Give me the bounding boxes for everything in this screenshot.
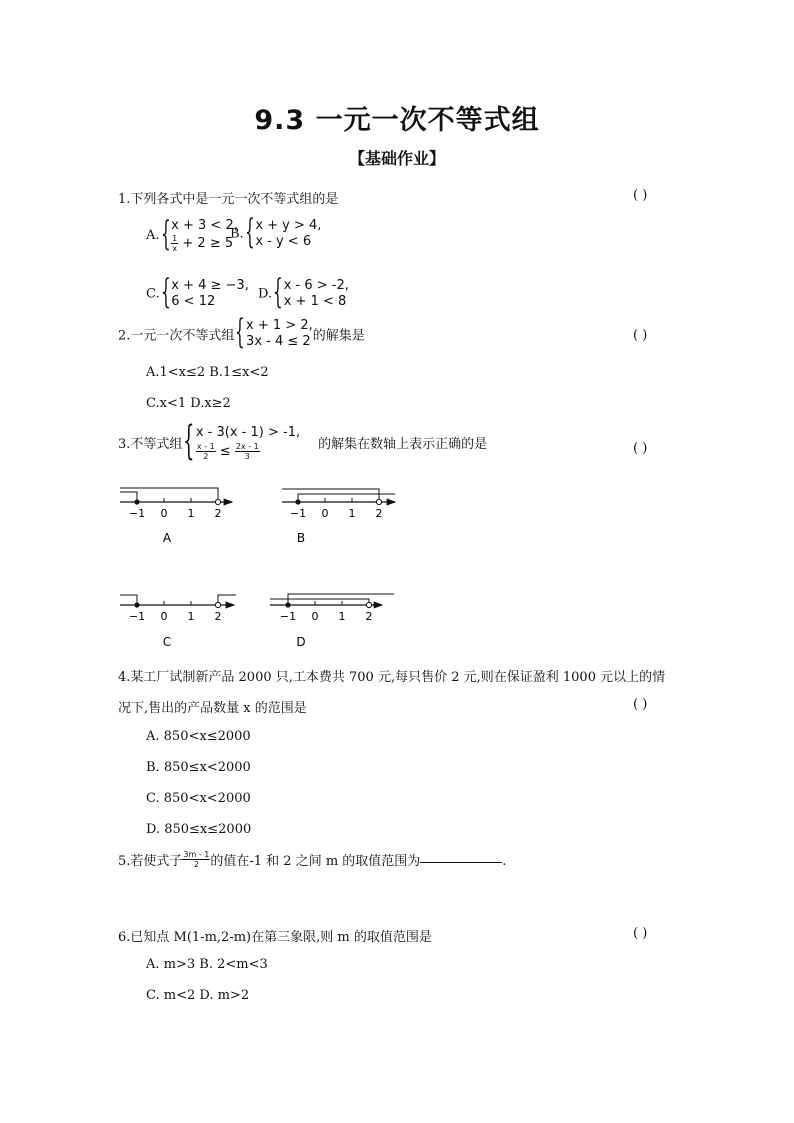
q1-a-ineq2: $\frac{1}{x}$ + 2 ≥ 5 bbox=[172, 234, 234, 253]
q1-answer-paren: ( ) bbox=[633, 188, 648, 203]
q2-ineq1: x + 1 > 2, bbox=[246, 318, 313, 333]
q3-number-lines bbox=[110, 480, 410, 670]
q1-stem: 1.下列各式中是一元一次不等式组的是 bbox=[118, 192, 339, 207]
q4-stem-line2: 况下,售出的产品数量 x 的范围是 bbox=[118, 701, 307, 716]
q1-d-label: D. bbox=[258, 286, 273, 302]
q6-answer-paren: ( ) bbox=[633, 926, 648, 941]
diagram-label: D bbox=[296, 635, 306, 649]
q1-c-label: C. bbox=[146, 286, 160, 302]
tick-label: 2 bbox=[365, 610, 373, 623]
q6-stem: 6.已知点 M(1-m,2-m)在第三象限,则 m 的取值范围是 bbox=[118, 930, 432, 945]
tick-label: −1 bbox=[289, 507, 307, 520]
q1-a-ineq1: x + 3 < 2, bbox=[171, 218, 238, 233]
q4-answer-paren: ( ) bbox=[633, 697, 648, 712]
brace-icon: { bbox=[183, 417, 195, 464]
q4-option-a: A. 850<x≤2000 bbox=[146, 729, 251, 744]
tick-label: 1 bbox=[187, 507, 195, 520]
closed-dot-icon bbox=[134, 499, 139, 504]
tick-label: 0 bbox=[160, 610, 168, 623]
brace-icon: { bbox=[160, 272, 171, 312]
brace-icon: { bbox=[160, 213, 171, 254]
q5-stem: 5.若使式子 $\frac{3m - 1}{2}$ 的值在-1 和 2 之间 m 的取值范围为 . bbox=[118, 850, 507, 869]
tick-label: 0 bbox=[321, 507, 329, 520]
q1-option-d bbox=[258, 272, 349, 312]
tick-label: −1 bbox=[279, 610, 297, 623]
closed-dot-icon bbox=[134, 602, 139, 607]
q3-stem: 3.不等式组{ x - 3(x - 1) > -1, $\frac{x - 1}{2}$ ≤ $\frac{2x - 1}{3}$ 的解集在数轴上表示正确的是 bbox=[118, 417, 488, 464]
tick-label: 2 bbox=[214, 507, 222, 520]
brace-icon: { bbox=[273, 272, 283, 312]
closed-dot-icon bbox=[295, 499, 300, 504]
q2-options-cd: C.x<1 D.x≥2 bbox=[146, 396, 231, 411]
q4-option-d: D. 850≤x≤2000 bbox=[146, 822, 252, 837]
q1-a-label: A. bbox=[146, 228, 160, 243]
q1-b-ineq1: x + y > 4, bbox=[255, 218, 322, 233]
page-title: 9.3 一元一次不等式组 bbox=[254, 105, 540, 136]
tick-label: 1 bbox=[348, 507, 356, 520]
tick-label: 1 bbox=[187, 610, 195, 623]
q1-c-ineq2: 6 < 12 bbox=[171, 294, 216, 309]
q1-option-c bbox=[146, 272, 249, 312]
tick-label: 1 bbox=[338, 610, 346, 623]
q1-d-ineq1: x - 6 > -2, bbox=[283, 278, 349, 293]
q6-options-ab: A. m>3 B. 2<m<3 bbox=[146, 957, 268, 972]
q3-ineq2: $\frac{x - 1}{2}$ ≤ $\frac{2x - 1}{3}$ bbox=[196, 442, 259, 461]
fraction: $\frac{2x - 1}{3}$ bbox=[235, 442, 259, 461]
fraction: $\frac{x - 1}{2}$ bbox=[196, 442, 215, 461]
q2-answer-paren: ( ) bbox=[633, 328, 648, 343]
diagram-label: A bbox=[162, 531, 172, 545]
q3-ineq1: x - 3(x - 1) > -1, bbox=[195, 425, 301, 440]
tick-label: −1 bbox=[128, 507, 146, 520]
q5-answer-blank[interactable] bbox=[420, 850, 502, 863]
tick-label: 0 bbox=[160, 507, 168, 520]
fraction: $\frac{3m - 1}{2}$ bbox=[183, 850, 210, 869]
number-line-c bbox=[120, 595, 236, 649]
q1-option-b bbox=[230, 212, 322, 252]
q1-b-label: B. bbox=[230, 226, 244, 242]
fraction: $\frac{1}{x}$ bbox=[172, 234, 178, 253]
q1-b-ineq2: x - y < 6 bbox=[255, 234, 312, 249]
diagram-label: B bbox=[296, 531, 306, 545]
q1-c-ineq1: x + 4 ≥ −3, bbox=[171, 278, 249, 293]
closed-dot-icon bbox=[285, 602, 290, 607]
q1-d-ineq2: x + 1 < 8 bbox=[283, 294, 347, 309]
q4-option-b: B. 850≤x<2000 bbox=[146, 760, 251, 775]
number-line-a bbox=[120, 488, 232, 545]
q1-option-a bbox=[146, 213, 238, 254]
tick-label: 2 bbox=[375, 507, 383, 520]
q2-ineq2: 3x - 4 ≤ 2 bbox=[246, 334, 311, 349]
q2-options-ab: A.1<x≤2 B.1≤x<2 bbox=[146, 365, 269, 380]
q6-options-cd: C. m<2 D. m>2 bbox=[146, 988, 250, 1003]
brace-icon: { bbox=[244, 212, 255, 252]
number-line-d bbox=[270, 594, 394, 649]
open-dot-icon bbox=[215, 602, 220, 607]
diagram-label: C bbox=[162, 635, 172, 649]
q3-answer-paren: ( ) bbox=[633, 441, 648, 456]
section-heading: 【基础作业】 bbox=[348, 149, 445, 168]
tick-label: 0 bbox=[311, 610, 319, 623]
q4-stem-line1: 4.某工厂试制新产品 2000 只,工本费共 700 元,每只售价 2 元,则在保证盈利 1000 元以上的情 bbox=[118, 670, 666, 685]
open-dot-icon bbox=[215, 499, 220, 504]
number-line-b bbox=[282, 489, 395, 545]
tick-label: 2 bbox=[214, 610, 222, 623]
q2-stem: 2.一元一次不等式组{ x + 1 > 2, 3x - 4 ≤ 2 的解集是 bbox=[118, 312, 365, 352]
open-dot-icon bbox=[366, 602, 371, 607]
open-dot-icon bbox=[376, 499, 381, 504]
tick-label: −1 bbox=[128, 610, 146, 623]
brace-icon: { bbox=[235, 312, 246, 352]
q4-option-c: C. 850<x<2000 bbox=[146, 791, 251, 806]
